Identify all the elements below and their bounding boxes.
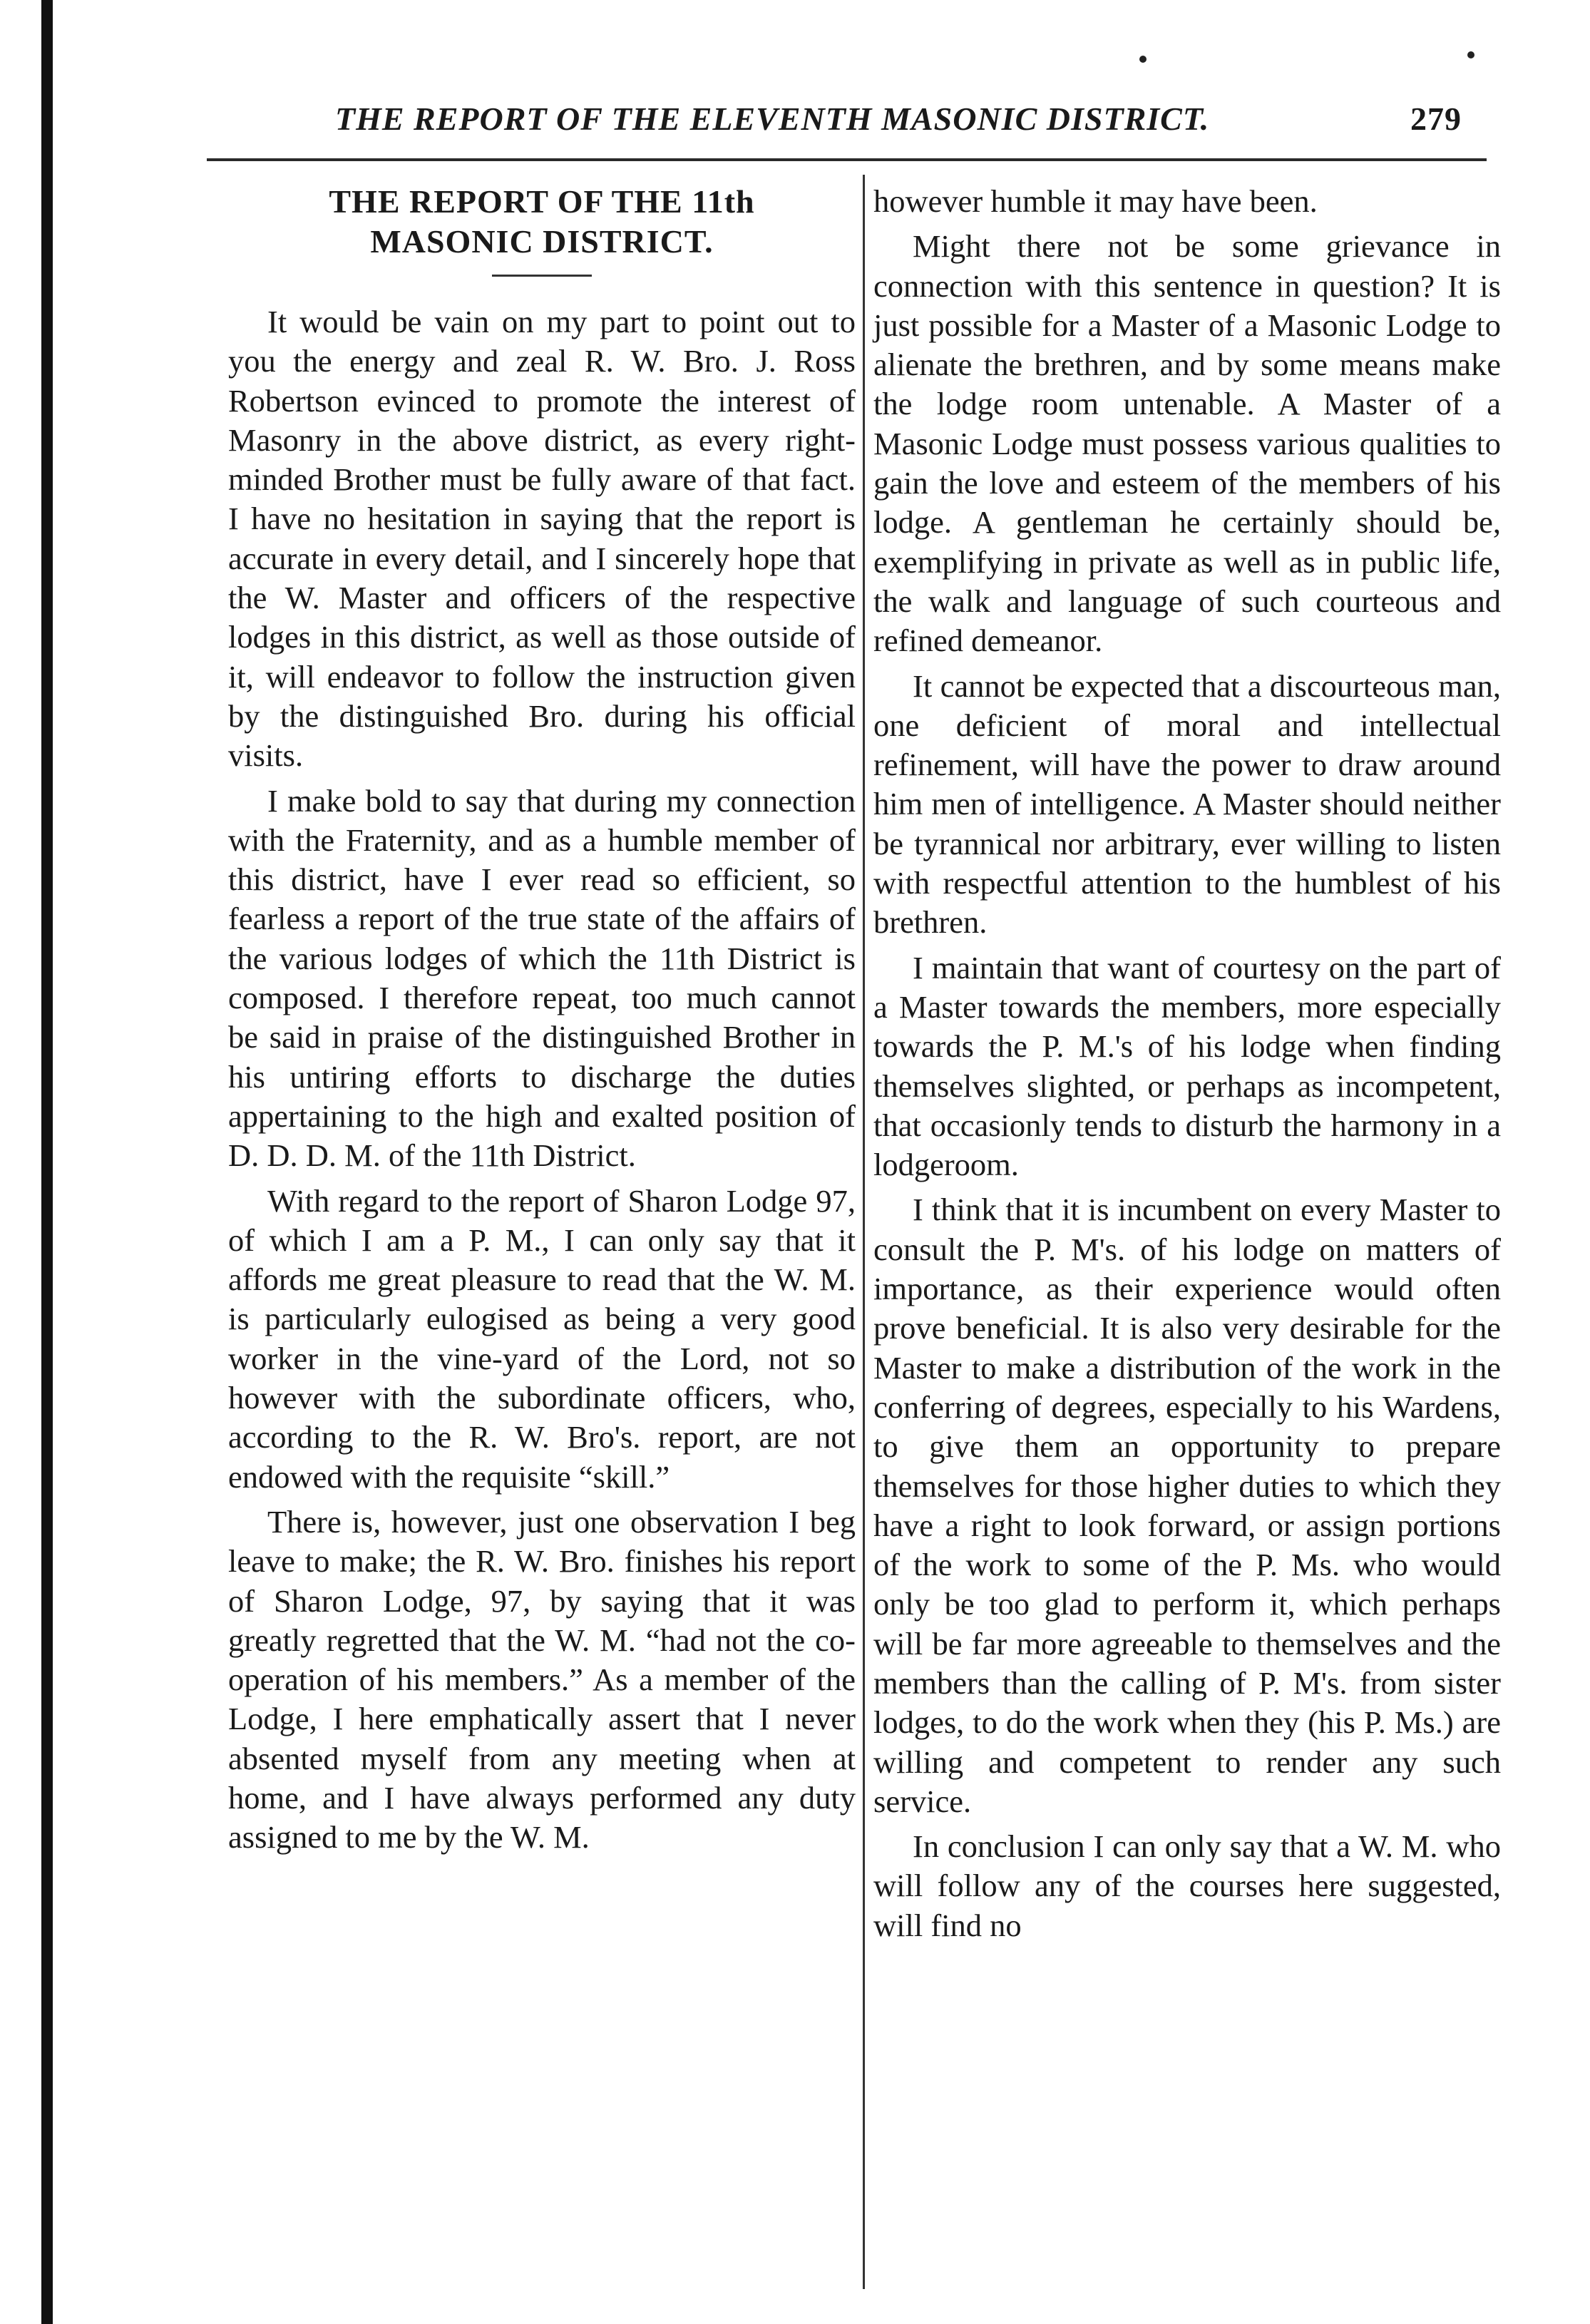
article-title-line-2: MASONIC DISTRICT. (370, 223, 714, 260)
column-divider (863, 175, 865, 2289)
title-rule (492, 275, 592, 277)
print-speck (1139, 56, 1147, 63)
paragraph: It cannot be expected that a discourteous man, one deficient of moral and intellectual refinement, will have the power to draw around him men of intelligence. A Master should neither be tyrannical nor arbitrary, ever willing to listen with respectful attention to the humblest of his brethren. (873, 667, 1501, 941)
paragraph: Might there not be some grievance in connection with this sentence in question? It is just possible for a Master of a Masonic Lodge to alienate the brethren, and by some means make the lodge room untenable. A Master of a Masonic Lodge must possess various qualities to gain the love and esteem of the members of his lodge. A gentleman he certainly should be, exemplifying in private as well as in public life, the walk and language of such courteous and refined demeanor. (873, 228, 1501, 659)
right-column (873, 182, 1501, 1951)
running-head-title: THE REPORT OF THE ELEVENTH MASONIC DISTRICT. (335, 101, 1210, 137)
paragraph: With regard to the report of Sharon Lodge 97, of which I am a P. M., I can only say that it affords me great pleasure to read that the W. M. is particularly eulogised as being a very good worker in the vine-yard of the Lord, not so however with the subordinate officers, who, according to the R. W. Bro's. report, are not endowed with the requisite “skill.” (228, 1182, 856, 1495)
page-binding-edge (41, 0, 53, 2324)
header-rule (207, 158, 1487, 161)
page-number: 279 (1410, 101, 1462, 137)
paragraph: It would be vain on my part to point out to you the energy and zeal R. W. Bro. J. Ross Robertson evinced to promote the interest of Masonry in the above district, as every right-minded Brother must be fully aware of that fact. I have no hesitation in saying that the report is accurate in every detail, and I sincerely hope that the W. Master and officers of the respective lodges in this district, as well as those outside of it, will endeavor to follow the instruction given by the distinguished Bro. during his official visits. (228, 304, 856, 774)
paragraph: I think that it is incumbent on every Master to consult the P. M's. of his lodge on matters of importance, as their experience would often prove beneficial. It is also very desirable for the Master to make a distribution of the work in the conferring of degrees, especially to his Wardens, to give them an opportunity to prepare themselves for those higher duties to which they have a right to look forward, or assign portions of the work to some of the P. Ms. who would only be too glad to perform it, which perhaps will be far more agreeable to themselves and the members than the calling of P. M's. from sister lodges, to do the work when they (his P. Ms.) are willing and competent to render any such service. (873, 1192, 1501, 1819)
article-title (228, 182, 856, 262)
paragraph-continuation: however humble it may have been. (873, 183, 1318, 219)
paragraph: I maintain that want of courtesy on the part of a Master towards the members, more especially towards the P. M.'s of his lodge when finding themselves slighted, or perhaps as incompetent, that occasionly tends to disturb the harmony in a lodgeroom. (873, 949, 1501, 1183)
left-column (228, 182, 856, 1863)
print-speck (1467, 51, 1474, 58)
paragraph: In conclusion I can only say that a W. M. who will follow any of the courses here suggested, will find no (873, 1828, 1501, 1943)
paragraph: There is, however, just one observation I beg leave to make; the R. W. Bro. finishes his report of Sharon Lodge, 97, by saying that it was greatly regretted that the W. M. “had not the co-operation of his members.” As a member of the Lodge, I here emphatically assert that I never absented myself from any meeting when at home, and I have always performed any duty assigned to me by the W. M. (228, 1503, 856, 1855)
article-title-line-1: THE REPORT OF THE 11th (329, 183, 755, 220)
paragraph: I make bold to say that during my connection with the Fraternity, and as a humble member of this district, have I ever read so efficient, so fearless a report of the true state of the affairs of the various lodges of which the 11th District is composed. I therefore repeat, too much cannot be said in praise of the distinguished Brother in his untiring efforts to discharge the duties appertaining to the high and exalted position of D. D. D. M. of the 11th District. (228, 782, 856, 1174)
running-head (335, 93, 1462, 150)
